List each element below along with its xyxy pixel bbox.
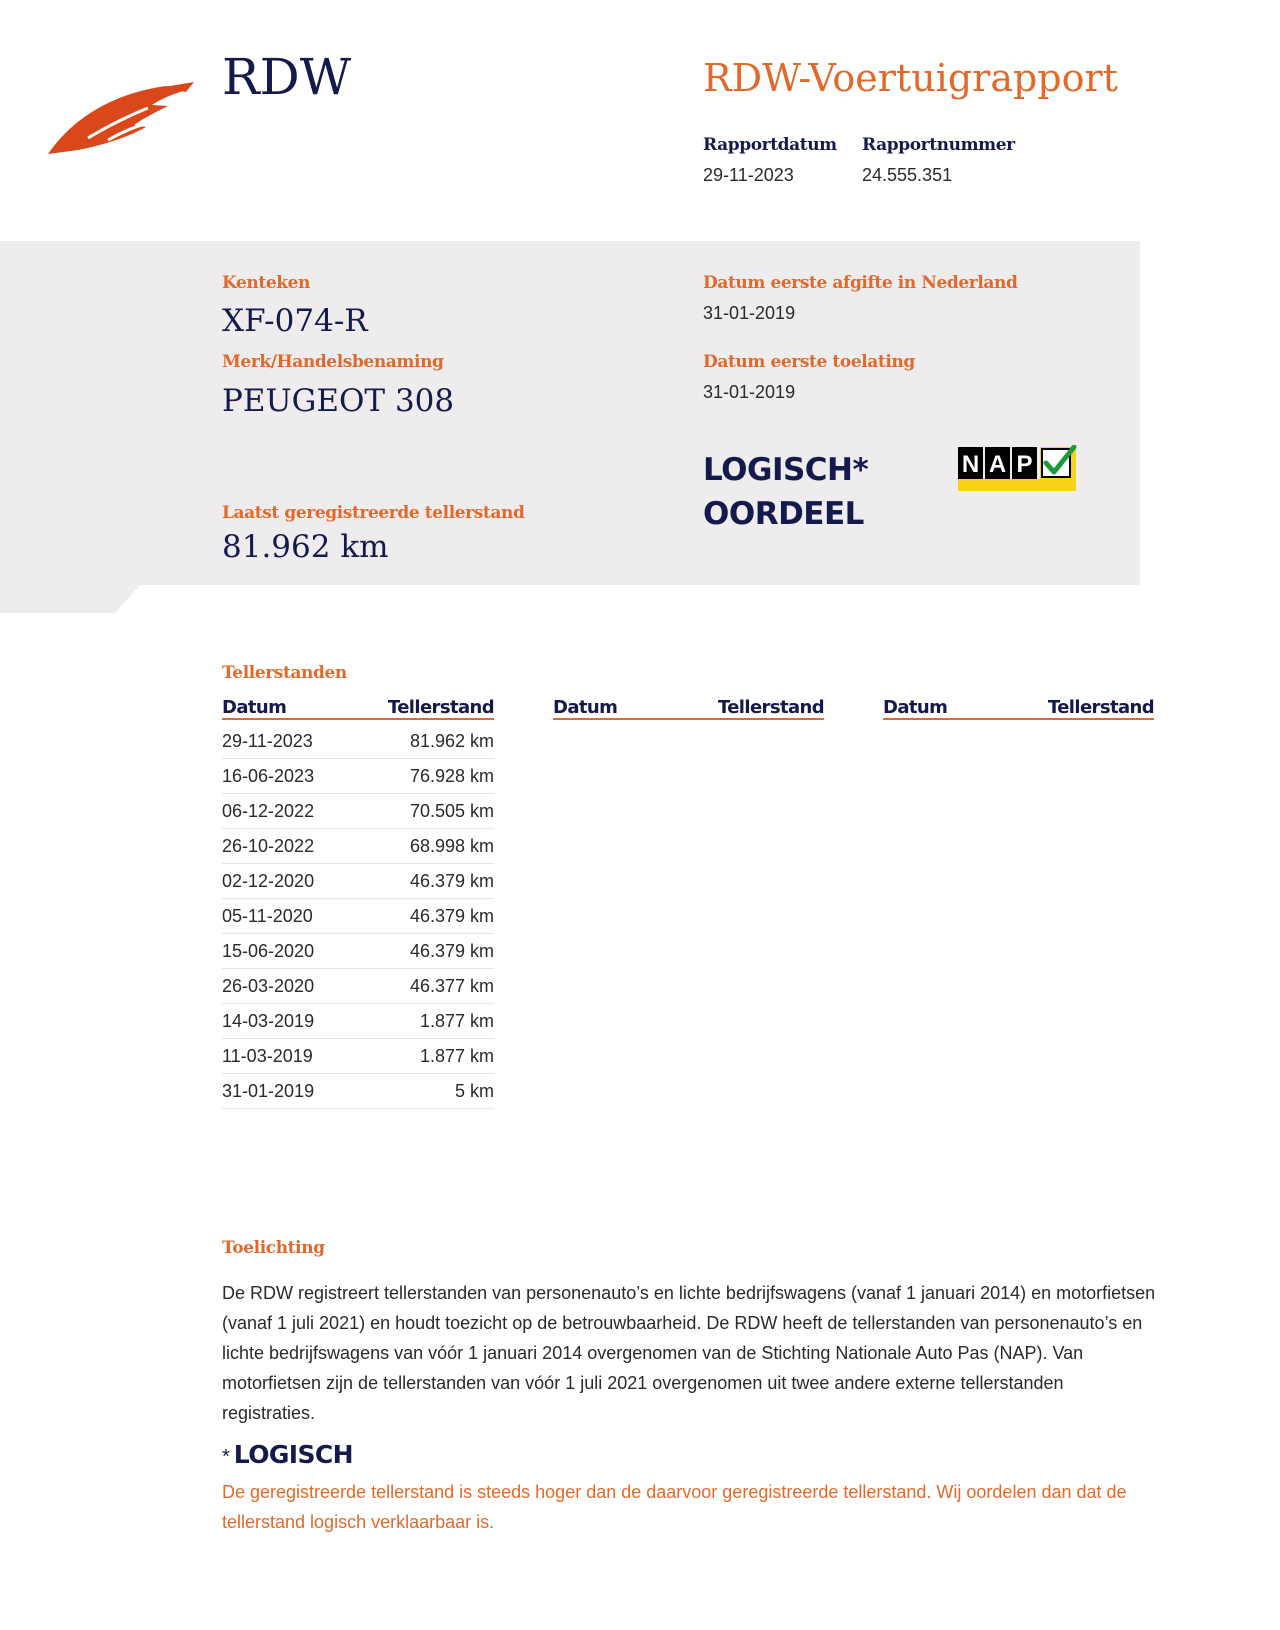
verdict-line-2: OORDEEL xyxy=(703,496,864,532)
rapportnummer-value: 24.555.351 xyxy=(862,165,953,185)
nap-check-logo-icon xyxy=(958,445,1078,491)
row-odometer: 70.505 km xyxy=(409,800,494,821)
row-date: 31-01-2019 xyxy=(222,1080,315,1101)
table-row xyxy=(222,1004,494,1039)
rapportnummer-label: Rapportnummer xyxy=(862,135,1015,155)
row-date: 15-06-2020 xyxy=(222,940,315,961)
nap-letter-p: P xyxy=(1016,451,1033,478)
table-row xyxy=(222,1039,494,1074)
odometer-table-body xyxy=(222,724,494,1109)
row-odometer: 46.379 km xyxy=(409,870,494,891)
nap-letter-n: N xyxy=(961,451,980,478)
logisch-heading xyxy=(222,1440,353,1469)
table-header-col-3 xyxy=(883,694,1154,720)
merk-value: PEUGEOT 308 xyxy=(222,383,455,419)
row-odometer: 46.377 km xyxy=(409,975,494,996)
merk-label: Merk/Handelsbenaming xyxy=(222,352,444,372)
row-date: 26-10-2022 xyxy=(222,835,315,856)
table-row xyxy=(222,899,494,934)
table-row xyxy=(222,829,494,864)
row-odometer: 1.877 km xyxy=(419,1045,494,1066)
rdw-logo-icon xyxy=(48,78,198,158)
toelichting-text: De RDW registreert tellerstanden van personenauto’s en lichte bedrijfswagens (vanaf 1 januari 2014) en motorfietsen (vanaf 1 juli 2021) en houdt toezicht op de betrouwbaarheid. De RDW heeft de tellerstanden van personenauto’s en lichte bedrijfswagens van vóór 1 januari 2014 overgenomen van de Stichting Nationale Auto Pas (NAP). Van motorfietsen zijn de tellerstanden van vóór 1 juli 2021 overgenomen uit twee andere externe tellerstanden registraties. xyxy=(222,1283,1156,1423)
row-odometer: 76.928 km xyxy=(409,765,494,786)
first-issue-nl-label: Datum eerste afgifte in Nederland xyxy=(703,273,1018,293)
rapportdatum-label: Rapportdatum xyxy=(703,135,837,155)
last-odometer-value: 81.962 km xyxy=(222,529,389,565)
first-issue-nl-value: 31-01-2019 xyxy=(703,303,796,323)
nap-letter-a: A xyxy=(988,451,1007,478)
row-date: 26-03-2020 xyxy=(222,975,315,996)
row-odometer: 5 km xyxy=(454,1080,494,1101)
row-date: 06-12-2022 xyxy=(222,800,315,821)
report-title: RDW-Voertuigrapport xyxy=(703,56,1118,100)
row-date: 29-11-2023 xyxy=(222,730,313,751)
brand-name: RDW xyxy=(222,48,352,106)
table-row xyxy=(222,724,494,759)
header-tellerstand: Tellerstand xyxy=(1047,697,1154,718)
row-odometer: 46.379 km xyxy=(409,905,494,926)
kenteken-label: Kenteken xyxy=(222,273,311,293)
row-odometer: 1.877 km xyxy=(419,1010,494,1031)
logisch-explanation: De geregistreerde tellerstand is steeds hoger dan de daarvoor geregistreerde tellerstand. Wij oordelen dan dat de tellerstand logisch verklaarbaar is. xyxy=(222,1482,1127,1532)
row-odometer: 46.379 km xyxy=(409,940,494,961)
row-date: 02-12-2020 xyxy=(222,870,315,891)
table-row xyxy=(222,864,494,899)
table-row xyxy=(222,934,494,969)
header-tellerstand: Tellerstand xyxy=(387,697,494,718)
table-header-col-2 xyxy=(553,694,824,720)
panel-tab-decoration xyxy=(0,585,140,613)
row-odometer: 68.998 km xyxy=(409,835,494,856)
logisch-asterisk: * xyxy=(222,1446,230,1468)
rapportdatum-value: 29-11-2023 xyxy=(703,165,794,185)
row-date: 14-03-2019 xyxy=(222,1010,315,1031)
row-date: 11-03-2019 xyxy=(222,1045,313,1066)
verdict-line-1: LOGISCH* xyxy=(703,452,869,488)
row-date: 16-06-2023 xyxy=(222,765,315,786)
row-date: 05-11-2020 xyxy=(222,905,313,926)
table-row xyxy=(222,794,494,829)
table-row xyxy=(222,969,494,1004)
last-odometer-label: Laatst geregistreerde tellerstand xyxy=(222,503,525,523)
table-row xyxy=(222,1074,494,1109)
tellerstanden-title: Tellerstanden xyxy=(222,663,347,683)
table-header-col-1 xyxy=(222,694,494,720)
header-datum: Datum xyxy=(553,697,618,718)
header-tellerstand: Tellerstand xyxy=(717,697,824,718)
kenteken-value: XF-074-R xyxy=(222,303,368,339)
table-row xyxy=(222,759,494,794)
toelichting-title: Toelichting xyxy=(222,1238,325,1258)
logisch-word: LOGISCH xyxy=(233,1440,353,1469)
row-odometer: 81.962 km xyxy=(409,730,494,751)
first-admission-label: Datum eerste toelating xyxy=(703,352,915,372)
header-datum: Datum xyxy=(883,697,948,718)
header-datum: Datum xyxy=(222,697,287,718)
first-admission-value: 31-01-2019 xyxy=(703,382,796,402)
